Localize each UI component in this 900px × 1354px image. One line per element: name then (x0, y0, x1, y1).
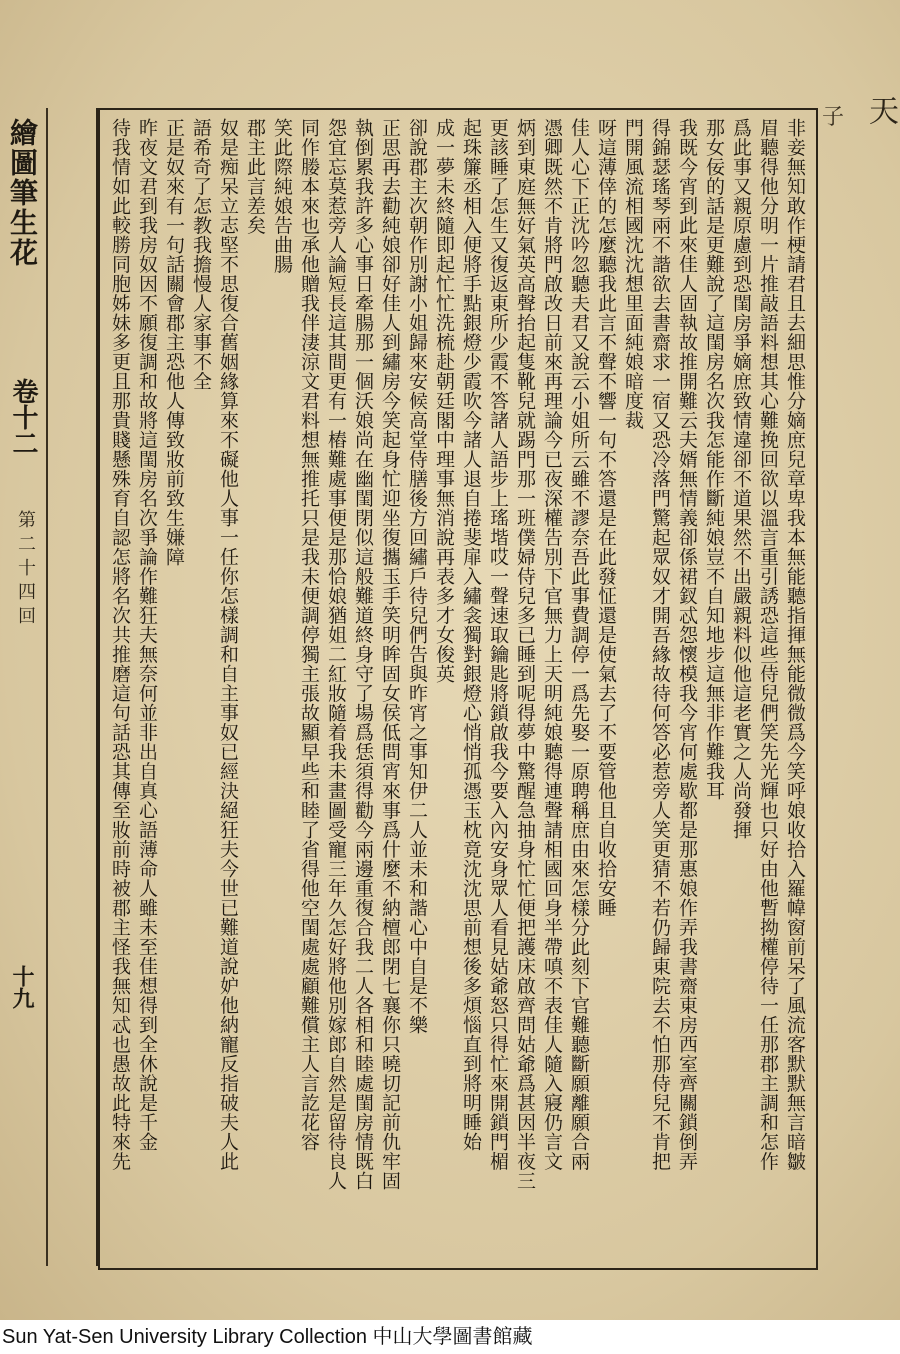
page-spine (0, 108, 98, 1266)
text-column: 卻說郡主次朝作別謝小姐歸來安候高堂侍膳後方回繡戶待兒們告與昨宵之事知伊二人並未和諧心中自是不樂 (406, 118, 428, 1035)
text-column: 昨夜文君到我房奴因不願復調和故將這閨房名次爭論作難狂夫無奈何並非出自真心語薄命人雖未至佳想得到全休說是千金 (136, 118, 158, 1152)
text-column: 更該睡了怎生又復返東所少霞不答諸人語步上瑤堦哎一聲速取鑰匙將鎖啟我今要入內安身眾人看見姑爺怒只得忙來開鎖門楣 (487, 118, 509, 1171)
text-column: 語希奇了怎教我擔慢人家事不全 (190, 118, 212, 391)
text-column: 門開風流相國沈沈想里面純娘暗度裁 (622, 118, 644, 430)
text-column: 郡主此言差矣 (244, 118, 266, 235)
text-column: 待我情如此較勝同胞姊妹多更且那貴賤懸殊育自認怎將名次共推磨這句話恐其傳至妝前時被郡主怪我無知忒也愚故此特來先 (109, 118, 131, 1171)
folio-number: 十九 (9, 965, 35, 1009)
text-column: 成一夢未終隨即起忙忙洗梳赴朝廷閣中理事無消說再表多才女俊英 (433, 118, 455, 684)
text-column: 奴是痴呆立志堅不思復合舊姻緣算來不礙他人事一任你怎樣調和自主事奴已經決絕狂夫今世已難道說妒他納寵反指破夫人此 (217, 118, 239, 1171)
text-column: 憑卿既然不肯將門啟改日前來再理論今已夜深權告別下官無力上天明純娘聽得連聲請相國回身半帶嗔不表佳人隨入寢仍言文 (541, 118, 563, 1171)
library-credit: Sun Yat-Sen University Library Collection 中山大學圖書館藏 (0, 1320, 900, 1354)
text-column: 正是奴來有一句話關會郡主恐他人傳致妝前致生嫌障 (163, 118, 185, 567)
corner-mark: 子 (822, 105, 845, 130)
text-column: 眉聽得他分明一片推敲語料想其心難挽回欲以溫言重引誘恐這些侍兒們笑先光輝也只好由他暫拗權停待一任那郡主調和怎作 (757, 118, 779, 1171)
chapter-label: 第二十四回 (15, 510, 36, 630)
text-column: 執倒累我許多心事日牽腸那一個沃娘尚在幽閨閉似這般難道終身守了場爲恁須得勸今兩邊重復合我二人各相和睦處閨房情既白 (352, 118, 374, 1191)
text-column: 呀這薄倖的怎麼聽我此言不聲不響一句不答還是在此發怔還是使氣去了不要管他且自收拾安睡 (595, 118, 617, 918)
text-column: 正思再去勸純娘卻好佳人到繡房今笑起身忙迎坐復攜玉手笑明眸固女侯低問宵來事爲什麼不納檀郎閉七襄你只曉切記前仇牢固 (379, 118, 401, 1191)
text-column: 佳人心下正沈吟忽聽夫君又說云小姐所云雖不謬奈吾此事費調停一爲先娶一原聘稱庶由來怎樣分此刻下官難聽斷願離願合兩 (568, 118, 590, 1171)
text-column: 笑此際純娘告曲腸 (271, 118, 293, 274)
main-text (108, 118, 808, 1258)
text-column: 我既今宵到此來佳人固執故推開難云夫婿無情義卻係裙釵忒怨懷模我今宵何處歇都是那惠娘作弄我書齋東房西室齊關鎖倒弄 (676, 118, 698, 1171)
text-column: 得錦瑟瑤琴兩不諧欲去書齋求一宿又恐冷落門驚起眾奴才開吾緣故待何答必惹旁人笑更猜不若仍歸東院去不怕那侍兒不肯把 (649, 118, 671, 1171)
text-column: 那女佞的話是更難說了這閨房名次我怎能作斷純娘豈不自知地步這無非作難我耳 (703, 118, 725, 801)
text-column: 炳到東庭無好氣英高聲抬起隻靴兒就踢門那一班僕婦侍兒多已睡到呢得夢中驚醒急抽身忙忙便把護床啟齊問姑爺爲甚因半夜三 (514, 118, 536, 1191)
text-column: 同作媵本來也承他贈我伴淒涼文君料想無推托只是我未便調停獨主張故顯早些和睦了省得他空閨處處顧難償主人言訖花容 (298, 118, 320, 1152)
spine-fold-line (46, 108, 48, 1266)
text-column: 爲此事又親原慮到恐閨房爭嫡庶致情違卻不道果然不出嚴親料似他這老實之人尚發揮 (730, 118, 752, 840)
text-column: 非妾無知敢作梗請君且去細思惟分嫡庶兒章卑我本無能聽指揮無能微微爲今笑呼娘收拾入羅幃窗前呆了風流客默默無言暗皺 (784, 118, 806, 1171)
adjacent-page-glyph: 天 (863, 95, 898, 125)
volume-label: 卷十二 (8, 378, 38, 456)
book-title: 繪圖筆生花 (6, 118, 39, 268)
text-column: 怨宜忘莫惹旁人論短長這其間更有一樁難處事便是那恰娘猶姐二紅妝隨着我未畫圖受寵三年久怎好將他別嫁郎自然是留待良人 (325, 118, 347, 1191)
text-column: 起珠簾丞相入便將手點銀燈少霞吹今諸人退自捲斐扉入繡衾獨對銀燈心悄悄孤憑玉枕竟沈沈思前想後多煩惱直到將明睡始 (460, 118, 482, 1152)
